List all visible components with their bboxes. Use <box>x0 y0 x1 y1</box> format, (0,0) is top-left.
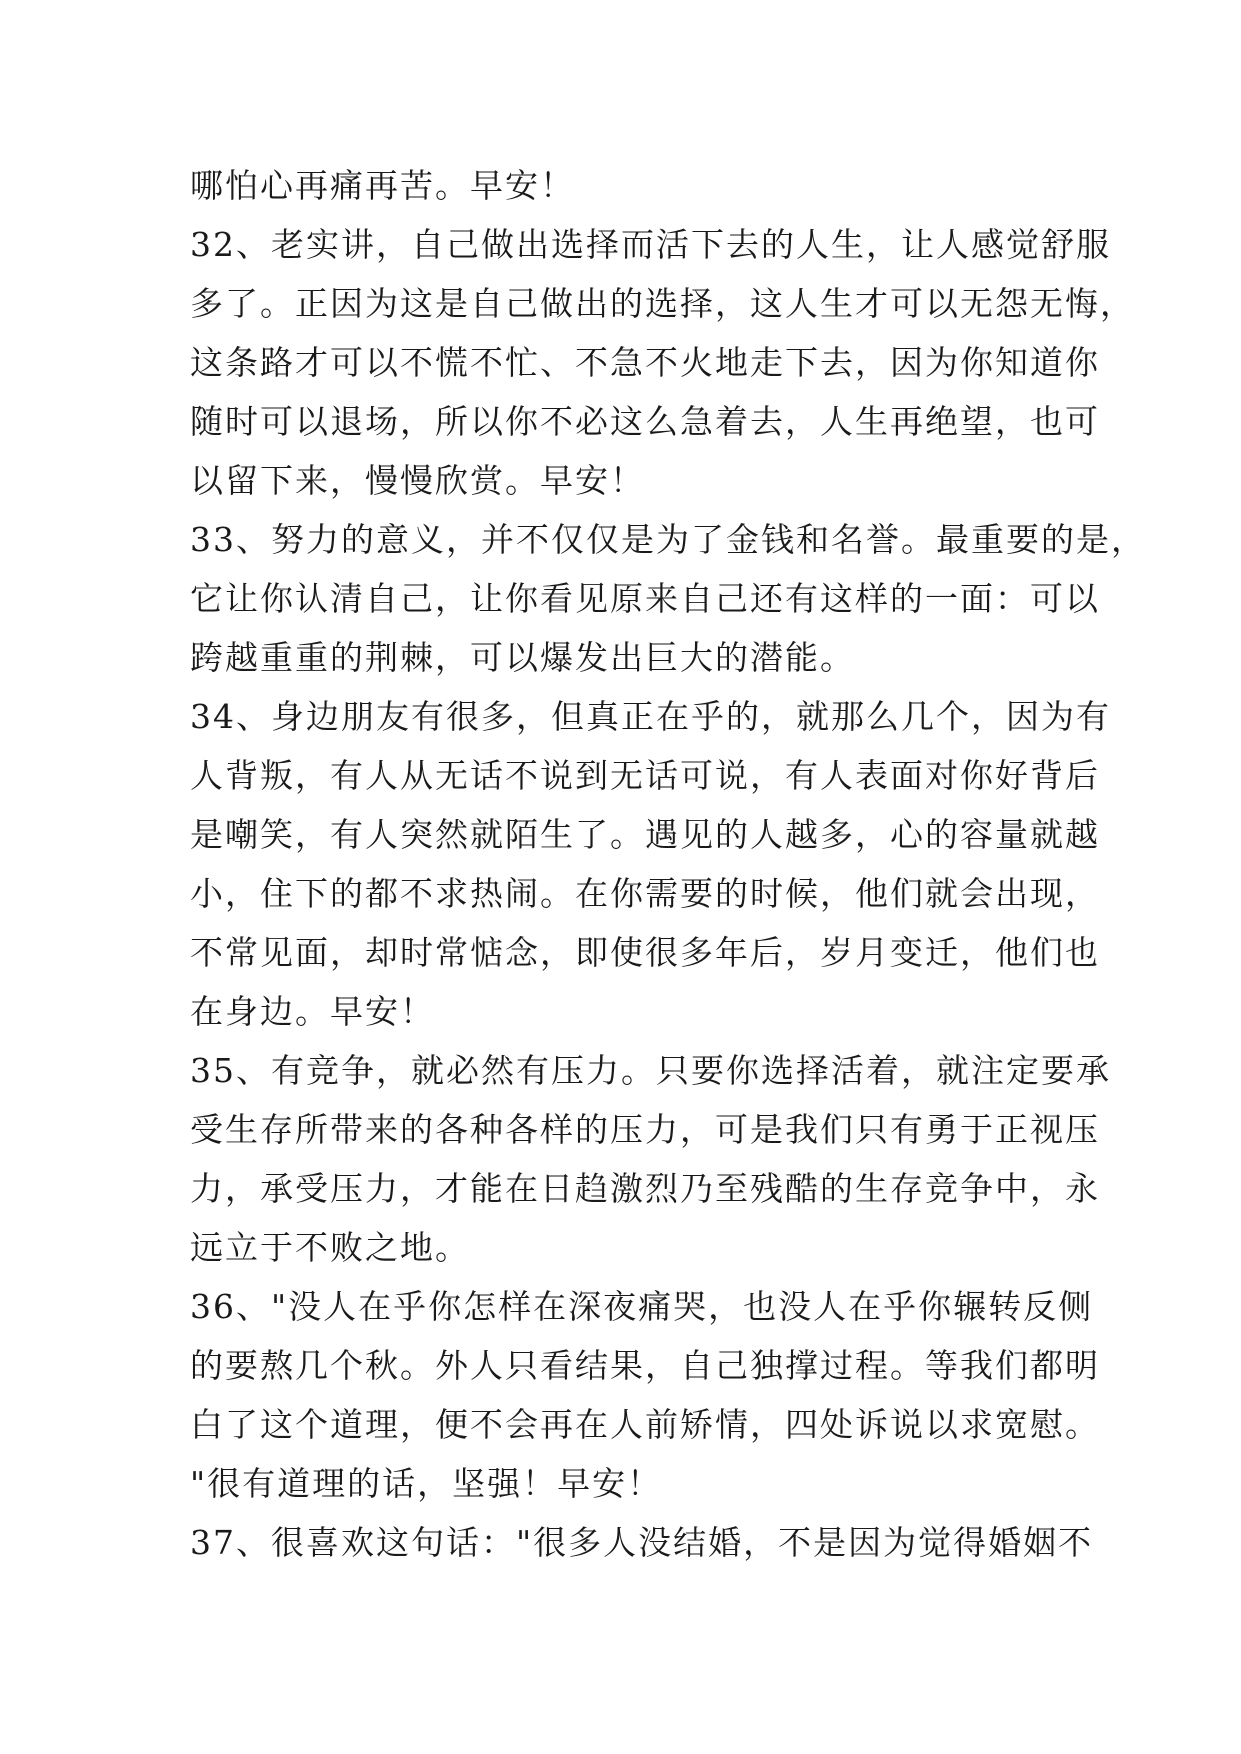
document-body-text <box>190 156 1146 1572</box>
text-line: 32、老实讲，自己做出选择而活下去的人生，让人感觉舒服 <box>190 225 1111 264</box>
text-line: 小，住下的都不求热闹。在你需要的时候，他们就会出现， <box>190 874 1100 913</box>
text-line: 34、身边朋友有很多，但真正在乎的，就那么几个，因为有 <box>190 697 1111 736</box>
text-line: 人背叛，有人从无话不说到无话可说，有人表面对你好背后 <box>190 756 1100 795</box>
text-line: 它让你认清自己，让你看见原来自己还有这样的一面：可以 <box>190 579 1100 618</box>
text-line: 在身边。早安！ <box>190 992 435 1031</box>
text-line: 多了。正因为这是自己做出的选择，这人生才可以无怨无悔， <box>190 284 1135 323</box>
text-line: 跨越重重的荆棘，可以爆发出巨大的潜能。 <box>190 638 855 677</box>
text-line: 以留下来，慢慢欣赏。早安！ <box>190 461 645 500</box>
text-line: 远立于不败之地。 <box>190 1228 470 1267</box>
text-line: 37、很喜欢这句话："很多人没结婚，不是因为觉得婚姻不 <box>190 1523 1094 1562</box>
text-line: 35、有竞争，就必然有压力。只要你选择活着，就注定要承 <box>190 1051 1111 1090</box>
text-line: 这条路才可以不慌不忙、不急不火地走下去，因为你知道你 <box>190 343 1100 382</box>
text-line: 随时可以退场，所以你不必这么急着去，人生再绝望，也可 <box>190 402 1100 441</box>
text-line: 36、"没人在乎你怎样在深夜痛哭，也没人在乎你辗转反侧 <box>190 1287 1094 1326</box>
text-line: 是嘲笑，有人突然就陌生了。遇见的人越多，心的容量就越 <box>190 815 1100 854</box>
text-line: 33、努力的意义，并不仅仅是为了金钱和名誉。最重要的是， <box>190 520 1146 559</box>
text-line: "很有道理的话，坚强！早安！ <box>190 1464 663 1503</box>
text-line: 的要熬几个秋。外人只看结果，自己独撑过程。等我们都明 <box>190 1346 1100 1385</box>
text-line: 哪怕心再痛再苦。早安！ <box>190 166 575 205</box>
text-line: 受生存所带来的各种各样的压力，可是我们只有勇于正视压 <box>190 1110 1100 1149</box>
text-line: 白了这个道理，便不会再在人前矫情，四处诉说以求宽慰。 <box>190 1405 1100 1444</box>
text-line: 不常见面，却时常惦念，即使很多年后，岁月变迁，他们也 <box>190 933 1100 972</box>
text-line: 力，承受压力，才能在日趋激烈乃至残酷的生存竞争中，永 <box>190 1169 1100 1208</box>
